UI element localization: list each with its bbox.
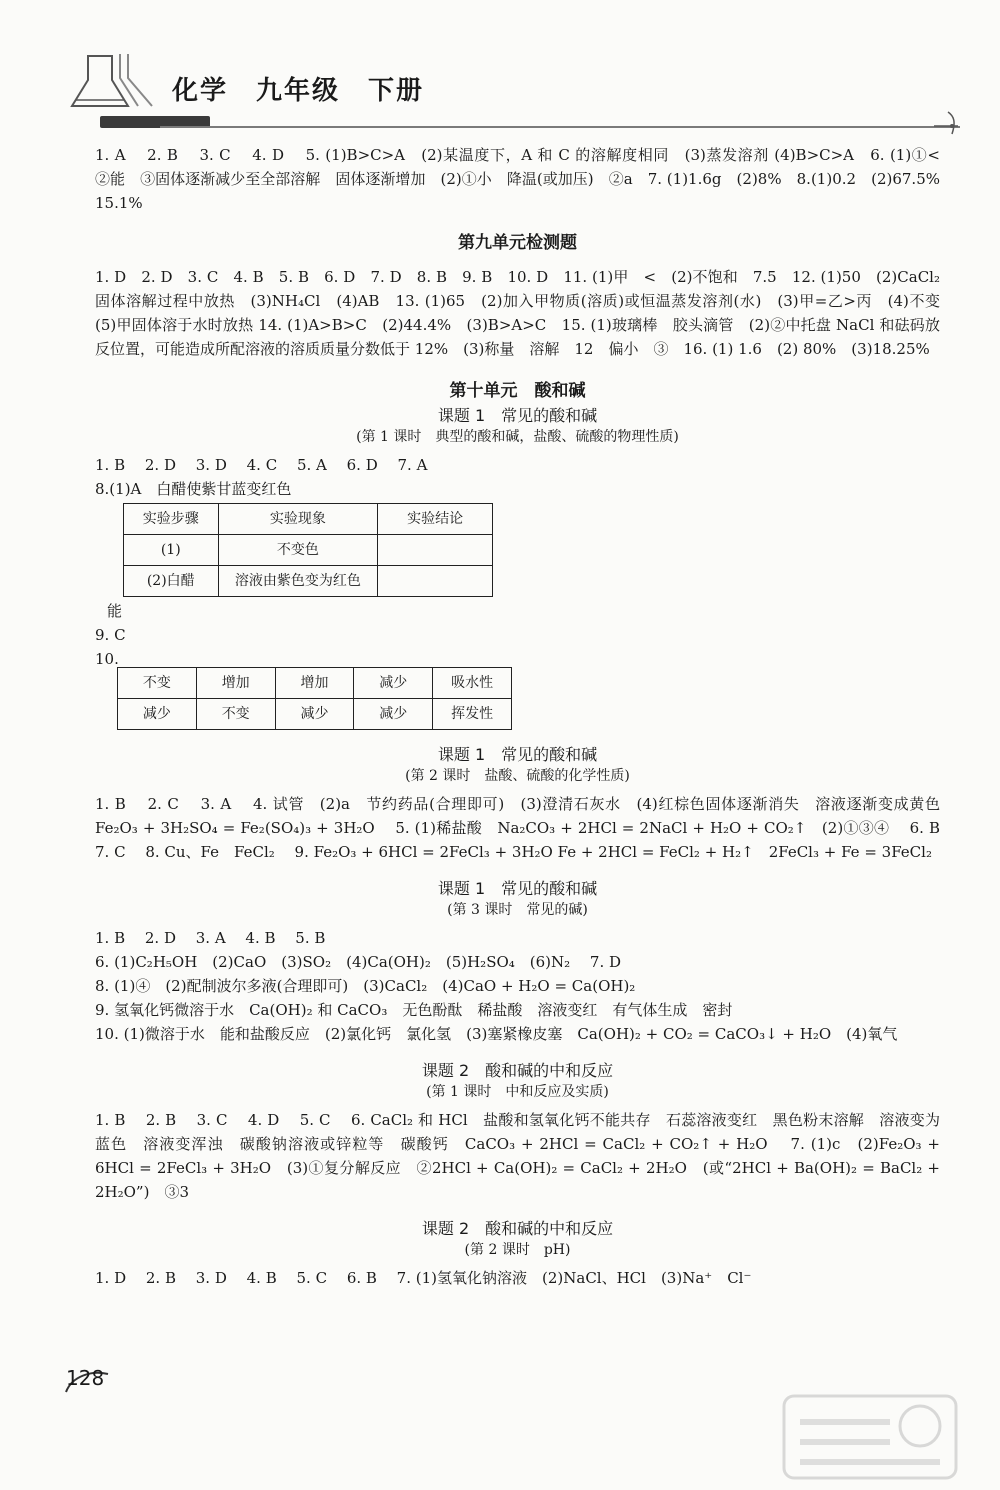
lesson-heading: 课题 1 常见的酸和碱 — [437, 745, 598, 764]
table-header-cell: 实验步骤 — [124, 504, 219, 535]
l1c3-line: 9. 氢氧化钙微溶于水 Ca(OH)₂ 和 CaCO₃ 无色酚酞 稀盐酸 溶液变红 有气体生成 密封 — [95, 1001, 733, 1019]
l1c1-q9: 9. C — [95, 626, 126, 644]
l1c1-after-table: 能 — [107, 602, 123, 620]
l2c1-answers: 1. B 2. B 3. C 4. D 5. C 6. CaCl₂ 和 HCl 盐酸和氢氧化钙不能共存 石蕊溶液变红 黑色粉末溶解 溶液变为蓝色 溶液变浑浊 碳酸钠溶液或锌粒等 碳酸钙 CaCO₃ + 2HCl = CaCl₂ + CO₂↑ + H₂O 7. (1)c (2)Fe₂O₃ + 6HCl = 2FeCl₃ + 3H₂O (3)①复分解反应 ②2HCl + Ca(OH)₂ = CaCl₂ + 2H₂O (或“2HCl + Ba(OH)₂ = BaCl₂ + 2H₂O”) ③3 — [95, 1111, 940, 1201]
l1c1-line1: 1. B 2. D 3. D 4. C 5. A 6. D 7. A — [95, 456, 428, 474]
l1c2-answers: 1. B 2. C 3. A 4. 试管 (2)a 节约药品(合理即可) (3)澄清石灰水 (4)红棕色固体逐渐消失 溶液逐渐变成黄色 Fe₂O₃ + 3H₂SO₄ = Fe₂(SO₄)₃ + 3H₂O 5. (1)稀盐酸 Na₂CO₃ + 2HCl = 2NaCl + H₂O + CO₂↑ (2)①③④ 6. B 7. C 8. Cu、Fe FeCl₂ 9. Fe₂O₃ + 6HCl = 2FeCl₃ + 3H₂O Fe + 2HCl = FeCl₂ + H₂↑ 2FeCl₃ + Fe = 3FeCl₂ — [95, 795, 960, 861]
unit10-title: 第十单元 酸和碱 — [449, 381, 586, 401]
lesson-subheading: (第 3 课时 常见的碱) — [447, 902, 588, 918]
l1c3-line: 1. B 2. D 3. A 4. B 5. B — [95, 929, 326, 947]
table-row — [124, 566, 493, 597]
property-table — [117, 667, 512, 730]
lesson-heading: 课题 1 常见的酸和碱 — [437, 879, 598, 898]
intro-answers: 1. A 2. B 3. C 4. D 5. (1)B>C>A (2)某温度下，A 和 C 的溶解度相同 (3)蒸发溶剂 (4)B>C>A 6. (1)①< ②能 ③固体逐渐减少至全部溶解 固体逐渐增加 (2)①小 降温(或加压) ②a 7. (1)1.6g (2)8% 8.(1)0.2 (2)67.5% 15.1% — [95, 146, 956, 212]
flask-logo-icon — [68, 50, 158, 112]
lesson-subheading: (第 1 课时 中和反应及实质) — [426, 1084, 609, 1100]
unit9-title: 第九单元检测题 — [458, 233, 577, 253]
table-cell: 不变 — [118, 668, 197, 699]
table-cell — [378, 566, 493, 597]
l1c3-line: 8. (1)④ (2)配制波尔多液(合理即可) (3)CaCl₂ (4)CaO + H₂O = Ca(OH)₂ — [95, 977, 636, 995]
l2c2-answers: 1. D 2. B 3. D 4. B 5. C 6. B 7. (1)氢氧化钠溶液 (2)NaCl、HCl (3)Na⁺ Cl⁻ — [95, 1269, 752, 1287]
lesson-heading: 课题 1 常见的酸和碱 — [437, 406, 598, 425]
lesson-subheading: (第 2 课时 pH) — [464, 1242, 571, 1258]
table-cell: 增加 — [275, 668, 354, 699]
table-cell: 溶液由紫色变为红色 — [218, 566, 378, 597]
table-row — [124, 535, 493, 566]
table-header-cell: 实验结论 — [378, 504, 493, 535]
l1c1-q10: 10. — [95, 650, 119, 668]
table-cell — [378, 535, 493, 566]
watermark-stamp-icon — [780, 1392, 960, 1482]
table-cell: 不变色 — [218, 535, 378, 566]
table-cell: (2)白醋 — [124, 566, 219, 597]
l1c3-line: 10. (1)微溶于水 能和盐酸反应 (2)氯化钙 氯化氢 (3)塞紧橡皮塞 Ca(OH)₂ + CO₂ = CaCO₃↓ + H₂O (4)氧气 — [95, 1025, 898, 1043]
lesson-subheading: (第 2 课时 盐酸、硫酸的化学性质) — [405, 768, 630, 784]
table-cell: 减少 — [354, 699, 433, 730]
table-cell: (1) — [124, 535, 219, 566]
table-row — [124, 504, 493, 535]
table-row — [118, 668, 512, 699]
unit9-answers: 1. D 2. D 3. C 4. B 5. B 6. D 7. D 8. B 9. B 10. D 11. (1)甲 < (2)不饱和 7.5 12. (1)50 (2)CaCl₂ 固体溶解过程中放热 (3)NH₄Cl (4)AB 13. (1)65 (2)加入甲物质(溶质)或恒温蒸发溶剂(水) (3)甲=乙>丙 (4)不变 (5)甲固体溶于水时放热 14. (1)A>B>C (2)44.4% (3)B>A>C 15. (1)玻璃棒 胶头滴管 (2)②中托盘 NaCl 和砝码放反位置，可能造成所配溶液的溶质质量分数低于 12% (3)称量 溶解 12 偏小 ③ 16. (1) 1.6 (2) 80% (3)18.25% — [95, 268, 956, 358]
lesson-heading: 课题 2 酸和碱的中和反应 — [421, 1061, 614, 1080]
page-title: 化学 九年级 下册 — [172, 76, 425, 106]
experiment-table — [123, 503, 493, 597]
table-cell: 挥发性 — [433, 699, 512, 730]
table-cell: 增加 — [196, 668, 275, 699]
table-cell: 减少 — [118, 699, 197, 730]
header-rule — [160, 126, 960, 128]
page-number: 128 — [66, 1366, 105, 1390]
lesson-subheading: (第 1 课时 典型的酸和碱，盐酸、硫酸的物理性质) — [356, 429, 679, 445]
table-cell: 不变 — [196, 699, 275, 730]
table-cell: 减少 — [354, 668, 433, 699]
l1c3-line: 6. (1)C₂H₅OH (2)CaO (3)SO₂ (4)Ca(OH)₂ (5)H₂SO₄ (6)N₂ 7. D — [95, 953, 622, 971]
table-cell: 减少 — [275, 699, 354, 730]
pen-icon — [932, 108, 960, 140]
lesson-heading: 课题 2 酸和碱的中和反应 — [421, 1219, 614, 1238]
table-header-cell: 实验现象 — [218, 504, 378, 535]
table-row — [118, 699, 512, 730]
table-cell: 吸水性 — [433, 668, 512, 699]
l1c1-line2: 8.(1)A 白醋使紫甘蓝变红色 — [95, 480, 292, 498]
answer-content — [95, 143, 960, 1290]
